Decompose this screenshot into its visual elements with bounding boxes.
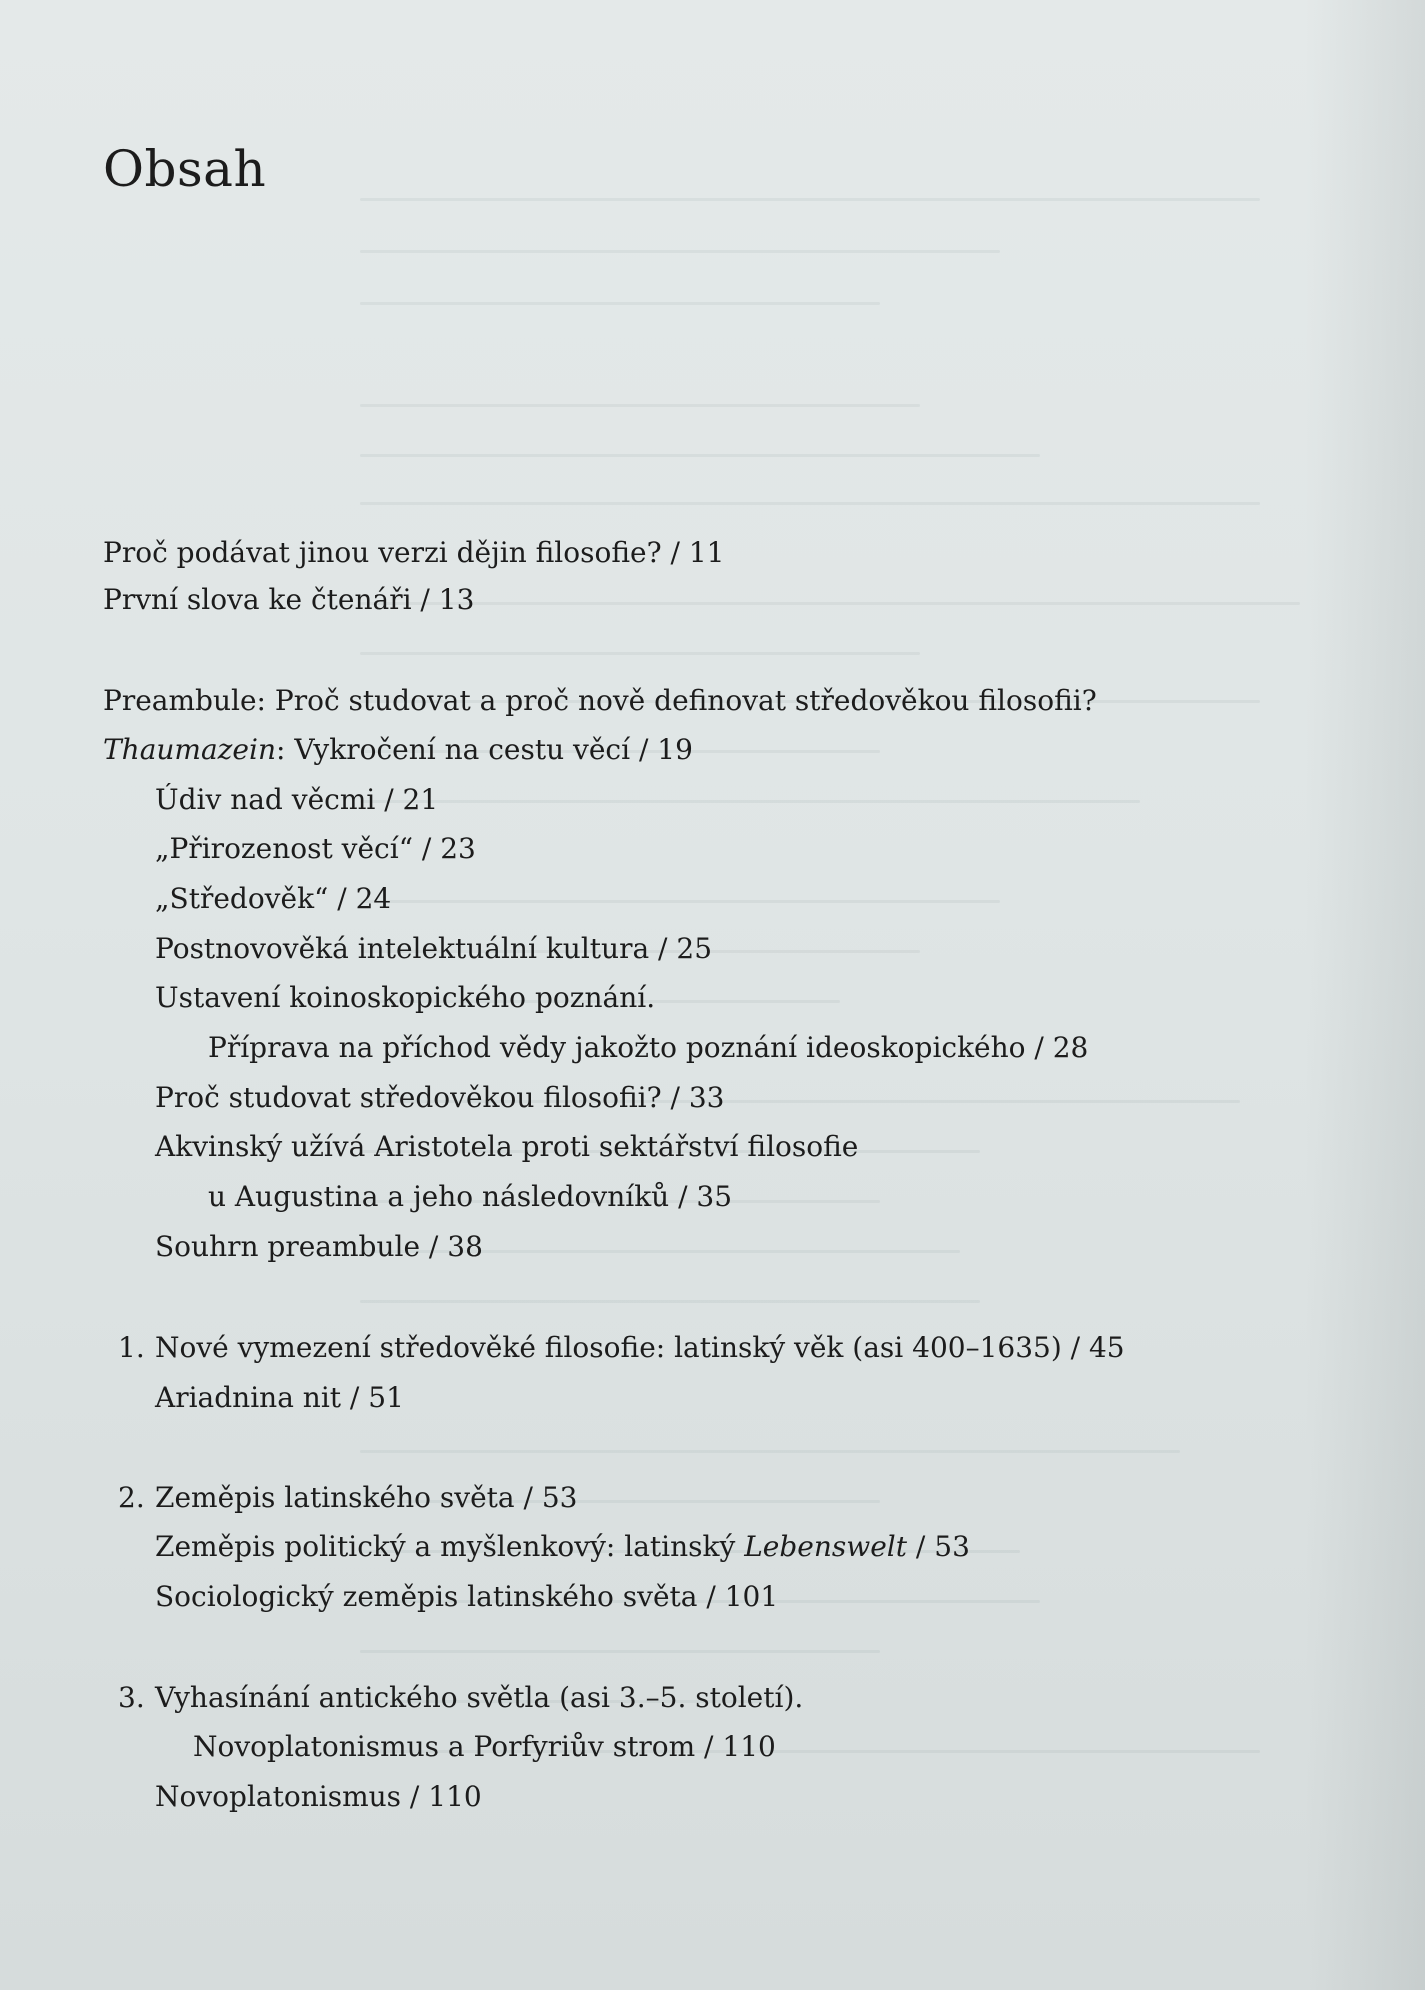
toc-entry: Novoplatonismus a Porfyriův strom / 110 [193, 1730, 776, 1763]
toc-entry: Údiv nad věcmi / 21 [155, 783, 439, 816]
toc-entry: Novoplatonismus / 110 [155, 1780, 482, 1813]
toc-chapter: Zeměpis latinského světa / 53 [155, 1481, 578, 1514]
toc-entry: Sociologický zeměpis latinského světa / 101 [155, 1580, 779, 1613]
toc-entry-text: : Vykročení na cestu věcí / 19 [276, 733, 693, 766]
toc-entry: u Augustina a jeho následovníků / 35 [208, 1180, 733, 1213]
toc-entry: Ustavení koinoskopického poznání. [155, 981, 656, 1014]
toc-chapter: Vyhasínání antického světla (asi 3.–5. století). [155, 1681, 804, 1714]
toc-entry: Postnovověká intelektuální kultura / 25 [155, 932, 713, 965]
toc-chapter: Nové vymezení středověké filosofie: latinský věk (asi 400–1635) / 45 [155, 1331, 1125, 1364]
chapter-number: 2. [118, 1481, 145, 1514]
toc-entry [155, 1527, 970, 1567]
toc-entry: „Přirozenost věcí“ / 23 [155, 832, 476, 865]
toc-entry: Akvinský užívá Aristotela proti sektářství filosofie [155, 1130, 859, 1163]
toc-entry-text: Zeměpis politický a myšlenkový: latinský [155, 1530, 745, 1563]
page-edge-shadow [1305, 0, 1425, 1990]
toc-entry-italic: Lebenswelt [744, 1530, 908, 1563]
page-title: Obsah [103, 140, 267, 198]
toc-entry-text: / 53 [907, 1530, 970, 1563]
toc-entry: Proč podávat jinou verzi dějin filosofie? / 11 [103, 536, 725, 569]
toc-entry: Ariadnina nit / 51 [155, 1381, 404, 1414]
toc-entry: Příprava na příchod vědy jakožto poznání ideoskopického / 28 [208, 1031, 1089, 1064]
toc-entry: Preambule: Proč studovat a proč nově definovat středověkou filosofii? [103, 684, 1097, 717]
toc-entry [103, 730, 693, 770]
toc-entry: Souhrn preambule / 38 [155, 1230, 483, 1263]
toc-entry-italic: Thaumazein [103, 733, 276, 766]
chapter-number: 3. [118, 1681, 145, 1714]
toc-entry: Proč studovat středověkou filosofii? / 33 [155, 1081, 725, 1114]
chapter-number: 1. [118, 1331, 145, 1364]
toc-entry: První slova ke čtenáři / 13 [103, 583, 475, 616]
toc-entry: „Středověk“ / 24 [155, 882, 392, 915]
